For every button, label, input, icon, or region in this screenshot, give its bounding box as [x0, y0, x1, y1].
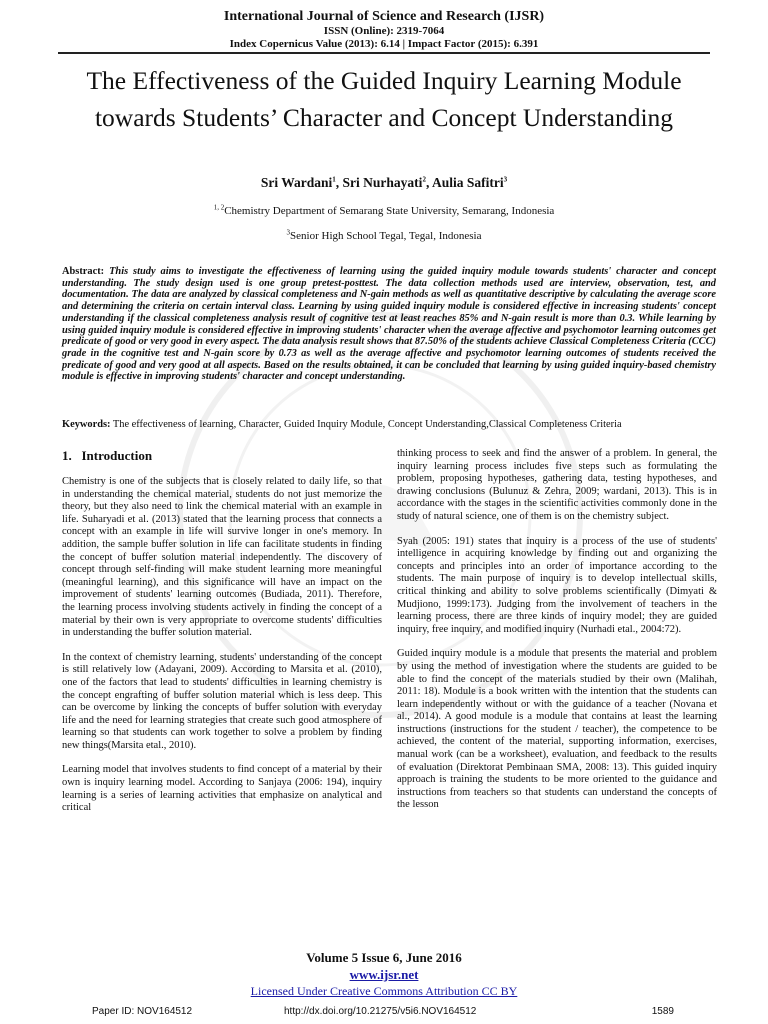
page-number: 1589 [651, 1006, 674, 1017]
paragraph: Learning model that involves students to find concept of a material by their own is inquiry learning model. According to Sanjaya (2006: 194), inquiry learning is a series of learning activities that emphasize on analytical and critical [62, 764, 382, 814]
volume-issue: Volume 5 Issue 6, June 2016 [306, 950, 462, 965]
paragraph: Chemistry is one of the subjects that is closely related to daily life, so that in understanding the chemical material, students do not just memorize the theory, but they also need to link the chemical material with an example in life. Suharyadi et al. (2013) stated that the learning process that connects a concept with an example in life will survive longer in one's memory. In addition, the sample buffer solution in life can facilitate students in finding the concept of buffer solution material independently. The discovery of concept through self-finding will make student learning more meaningful (meaningful learning), and this significance will have an impact on the improvement of students' learning outcomes (Budiada, 2011). Therefore, the learning process involving students actively in finding the concept of a material by their own is very appropriate to overcome students' difficulties in understanding the buffer solution material. [62, 476, 382, 639]
paper-title: The Effectiveness of the Guided Inquiry Learning Module towards Students’ Character and Concept Understanding [86, 66, 682, 132]
affiliation [0, 230, 768, 242]
affiliation-text: Senior High School Tegal, Tegal, Indonesia [290, 230, 482, 242]
section-title: Introduction [81, 448, 153, 463]
journal-header [0, 8, 768, 51]
journal-website-link[interactable]: www.ijsr.net [349, 967, 419, 982]
right-column [397, 448, 717, 824]
affiliation [0, 205, 768, 217]
section-number: 1. [62, 448, 72, 463]
affiliation-text: Chemistry Department of Semarang State University, Semarang, Indonesia [224, 205, 555, 217]
paragraph: In the context of chemistry learning, students' understanding of the concept is still relatively low (Adayani, 2009). According to Marsita et al. (2010), one of the factors that lead to students' difficulties in learning chemistry is the concept engrafting of buffer solution material which is less deep. This can be overcome by linking the concepts of buffer solution with everyday life and the need for learning strategies that create such good atmosphere of learning so that students can work together to solve a problem by finding new things(Marsita etal., 2010). [62, 651, 382, 751]
doi-link[interactable]: http://dx.doi.org/10.21275/v5i6.NOV164512 [284, 1006, 477, 1017]
keywords-label: Keywords: [62, 419, 111, 430]
author-sup: 2 [422, 175, 426, 184]
journal-issn: ISSN (Online): 2319-7064 [323, 25, 445, 37]
abstract-label: Abstract: [62, 266, 105, 277]
author-sup: 3 [503, 175, 508, 184]
abstract-text: This study aims to investigate the effectiveness of learning using the guided inquiry module towards students' character and concept understanding. The study design used is one group pretest-posttest. The data collection methods used are interview, observation, test, and documentation. The data are analyzed by classical completeness and N-gain methods as well as quantitative descriptive by calculating the average score and determining the criteria on certain interval class. Learning by using guided inquiry module is considered effective in increasing students' concept understanding if the classical completeness analysis result of cognitive test at least reaches 85% and N-gain result is more than 0.3. While learning by using guided inquiry module is considered effective in improving students' character when the average affective and psychomotor learning outcomes get predicate of good or very good in every aspect. The data analysis result shows that 87.50% of the students achieve Classical Completeness Criteria (CCC) grade in the cognitive test and N-gain score by 0.73 as well as the average affective and psychomotor learning outcomes of students received the predicate of good and very good at all aspects. Based on the results obtained, it can be concluded that learning by using guided inquiry-based chemistry module is effective in improving students' character and concept understanding. [62, 266, 716, 383]
affiliation-sup: 1, 2 [213, 203, 225, 212]
author-name: Aulia Safitri [431, 175, 504, 190]
license-link[interactable]: Licensed Under Creative Commons Attribution CC BY [250, 984, 518, 998]
abstract [62, 266, 716, 383]
paragraph: Guided inquiry module is a module that presents the material and problem by using the method of investigation where the students are guided to be able to find the concept of the materials studied by their own (Malihah, 2011: 18). Module is a book written with the intention that the students can learn independently without or with the guidance of a teacher (Novana et al., 2014). A good module is a module that contains at least the learning instructions (instructions for the student / teacher), the competence to be achieved, the content of the material, supporting information, exercises, manual work (can be a worksheet), evaluation, and feedback to the results of evaluation (Direktorat Pembinaan SMA, 2008: 13). This guided inquiry approach is training the students to be more oriented to the guidance and instructions from teachers so that students can understand the concepts of the lesson [397, 648, 717, 811]
author-sup: 1 [332, 175, 336, 184]
affiliation-sup: 3 [286, 228, 291, 237]
left-column [62, 476, 382, 827]
keywords-text: The effectiveness of learning, Character, Guided Inquiry Module, Concept Understanding,Classical Completeness Criteria [112, 419, 622, 430]
journal-index: Index Copernicus Value (2013): 6.14 | Impact Factor (2015): 6.391 [229, 38, 539, 50]
paragraph: thinking process to seek and find the answer of a problem. In general, the inquiry learning process includes five steps such as formulating the problem, proposing hypotheses, gathering data, testing hypotheses, and drawing conclusions (Bulunuz & Zehra, 2009; wardani, 2013). This is in accordance with the stages in the scientific activities commonly done in the study of natural science, one of them is on the chemistry subject. [397, 448, 717, 522]
author-list: Sri Wardani$^1$, Sri Nurhayati$^2$, Aulia Safitri$^3$ [260, 175, 508, 190]
paper-id: Paper ID: NOV164512 [92, 1006, 193, 1017]
section-heading [62, 448, 152, 464]
author-name: Sri Nurhayati [342, 175, 423, 190]
page-footer [62, 1006, 714, 1020]
author-name: Sri Wardani [260, 175, 333, 190]
header-divider [58, 52, 710, 54]
journal-name: International Journal of Science and Research (IJSR) [223, 9, 545, 24]
keywords [62, 419, 722, 431]
paragraph: Syah (2005: 191) states that inquiry is a process of the use of students' intelligence in acquiring knowledge by finding out and organizing the concepts and principles into an order of importance according to the students. The main purpose of inquiry is to develop intellectual skills, critical thinking and ability to solve problems scientifically (Dimyati & Mudjiono, 1999:173). Judging from the involvement of teachers in the learning process, there are three kinds of inquiry model; they are guided inquiry, free inquiry, and modified inquiry (Nurhadi etal., 2004:72). [397, 535, 717, 635]
